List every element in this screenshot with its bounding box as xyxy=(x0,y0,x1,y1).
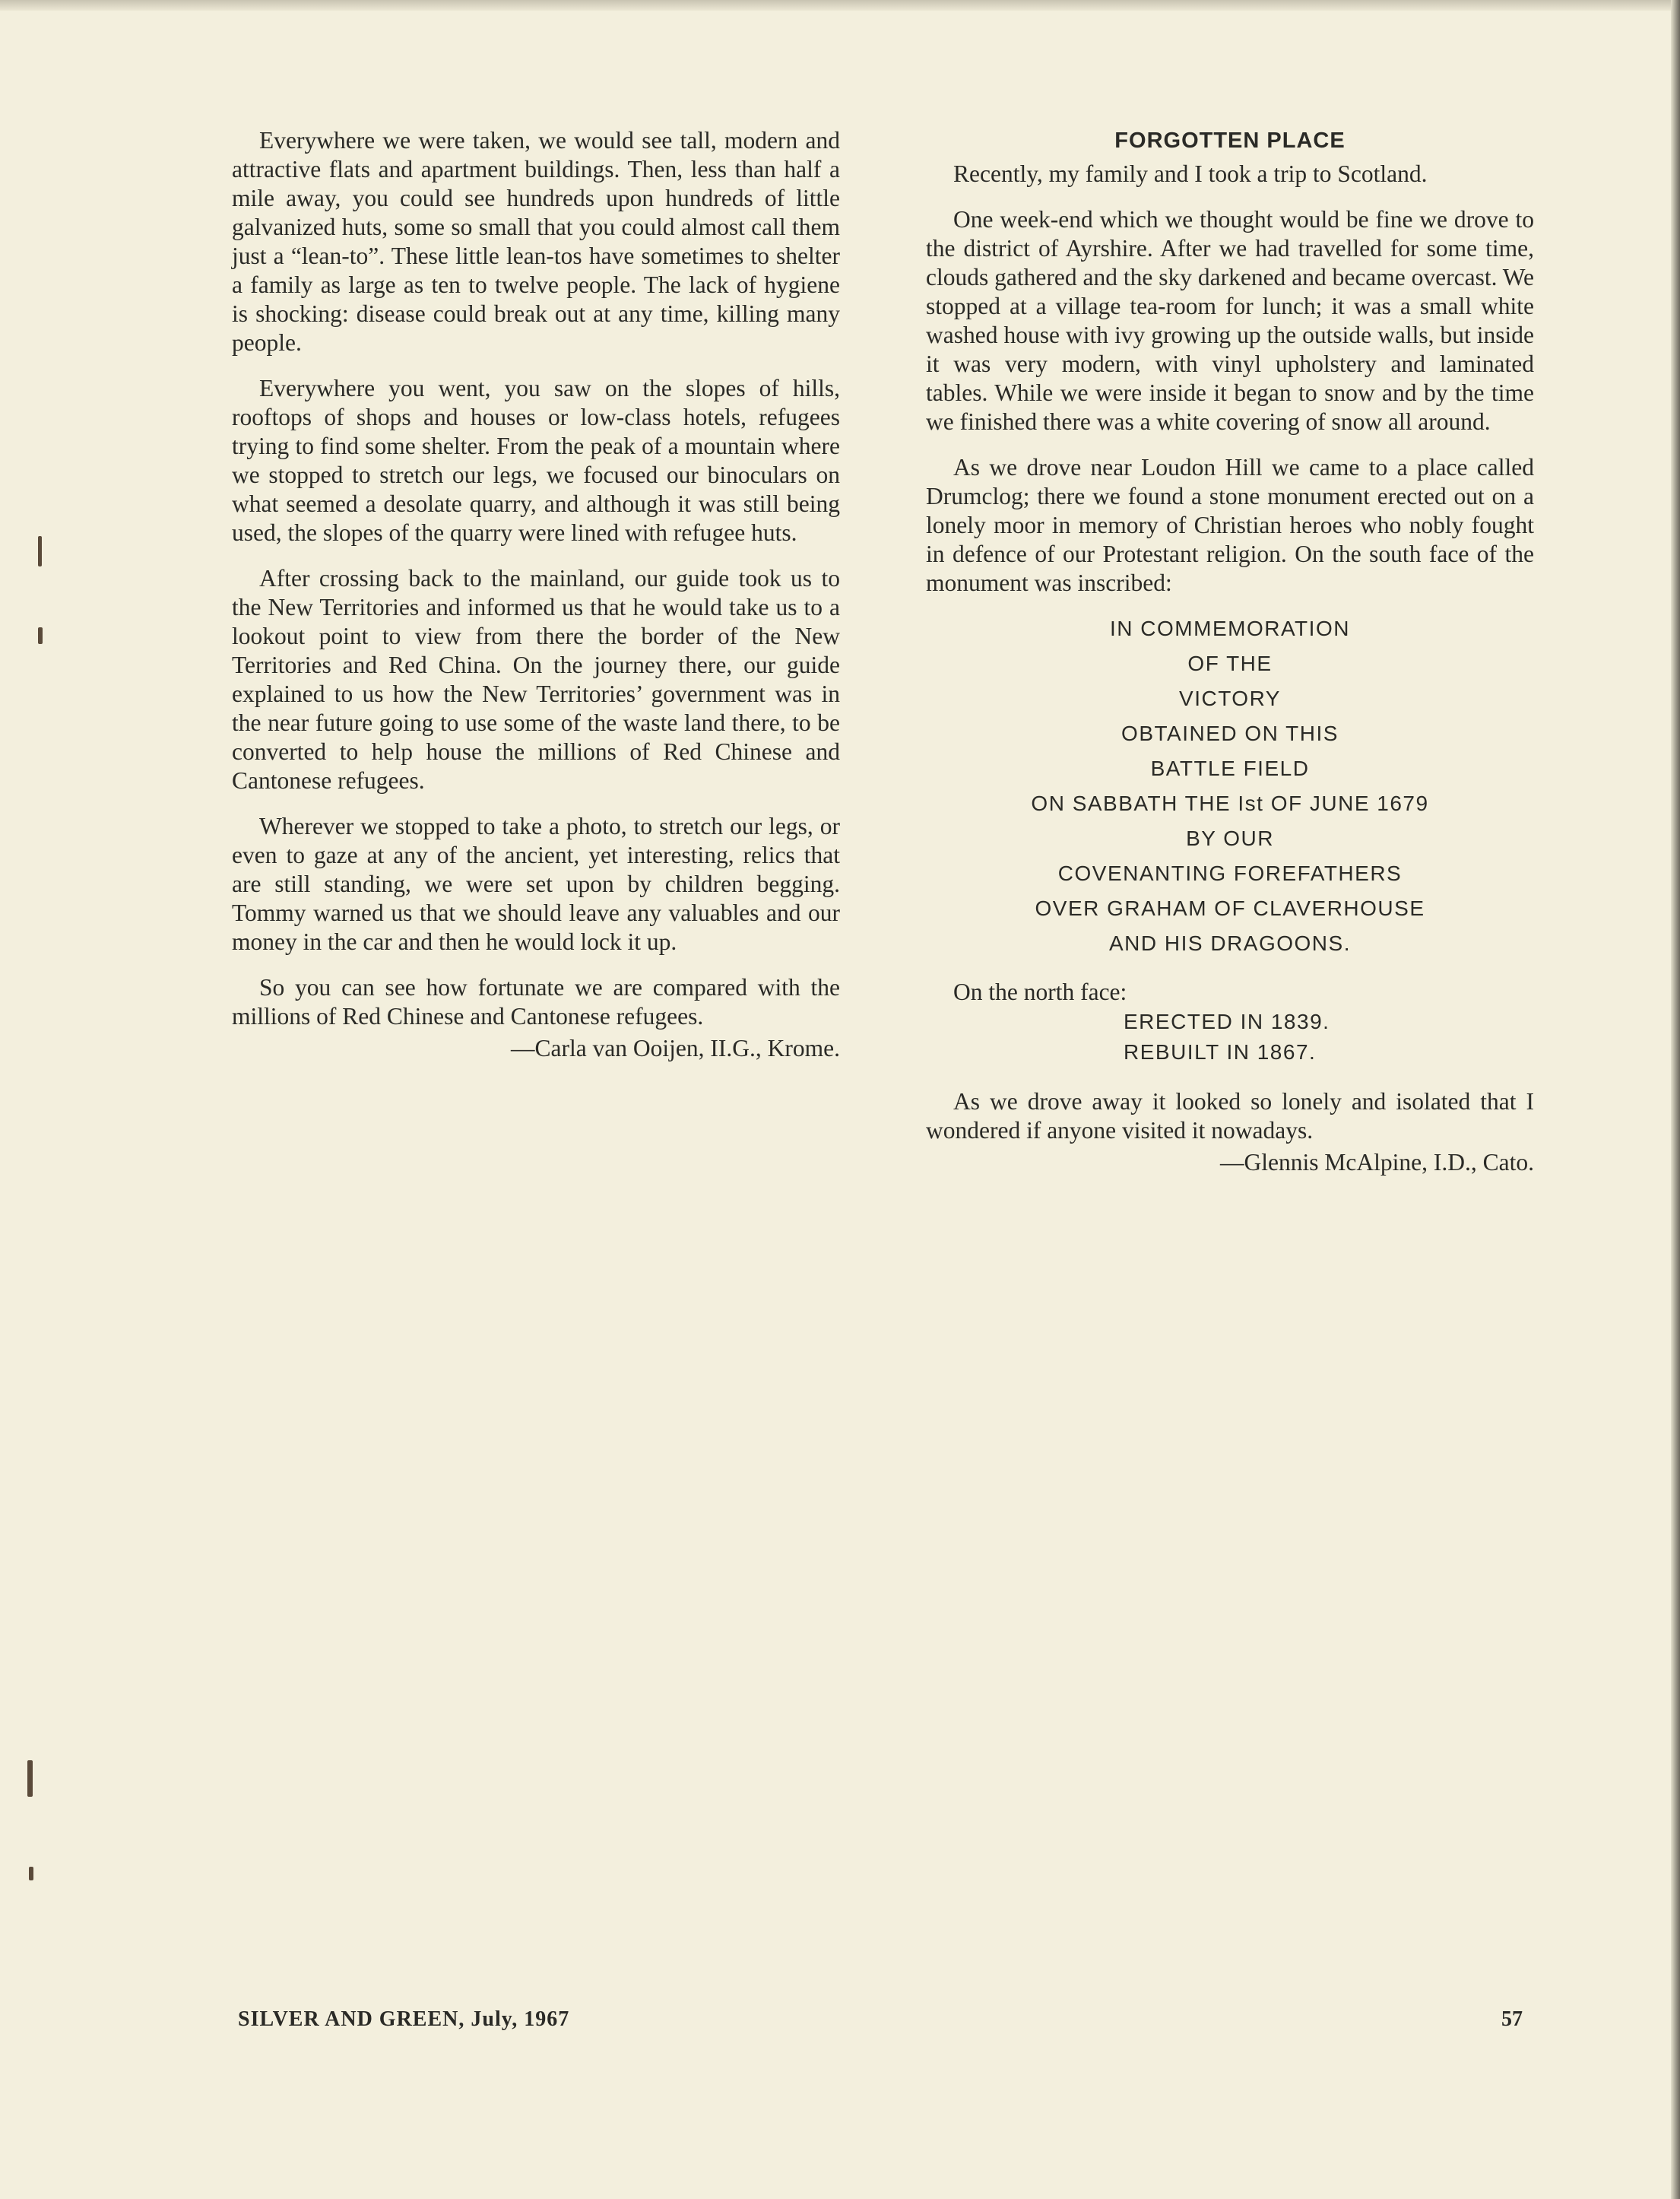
inscription-line: COVENANTING FOREFATHERS xyxy=(1057,862,1403,885)
inscription-line: OBTAINED ON THIS xyxy=(1121,722,1339,745)
inscription-line: OVER GRAHAM OF CLAVERHOUSE xyxy=(1035,896,1425,920)
article-paragraph: Everywhere we were taken, we would see tall, modern and attractive flats and apartment buildings. Then, less than half a mile away, you could see hundreds upon hundreds of little galvanized huts, some so small that you could almost call them just a “lean-to”. These little lean-tos have sometimes to shelter a family as large as ten to twelve people. The lack of hygiene is shocking: disease could break out at any time, killing many people. xyxy=(232,127,840,356)
page-edge-right xyxy=(1671,0,1680,2199)
article-paragraph: After crossing back to the mainland, our guide took us to the New Territories and informed us that he would take us to a lookout point to view from there the border of the New Territories and Red China. On the journey there, our guide explained to us how the New Territories’ government was in the near future going to use some of the waste land there, to be converted to help house the millions of Red Chinese and Cantonese refugees. xyxy=(232,565,840,794)
article-paragraph: As we drove away it looked so lonely and isolated that I wondered if anyone visited it nowadays. xyxy=(926,1088,1534,1144)
margin-speck xyxy=(29,1867,33,1880)
inscription-line: REBUILT IN 1867. xyxy=(1124,1040,1317,1064)
left-column xyxy=(232,126,840,1063)
article-paragraph: Recently, my family and I took a trip to Scotland. xyxy=(953,160,1428,187)
north-face-inscription xyxy=(1124,1007,1534,1068)
article-paragraph: One week-end which we thought would be fine we drove to the district of Ayrshire. After we had travelled for some time, clouds gathered and the sky darkened and became overcast. We stopped at a village tea-room for lunch; it was a small white washed house with ivy growing up the outside walls, but inside it was very modern, with vinyl upholstery and laminated tables. While we were inside it began to snow and by the time we finished there was a white covering of snow all around. xyxy=(926,206,1534,435)
right-column xyxy=(926,126,1534,1177)
margin-speck xyxy=(38,536,42,566)
inscription-line: VICTORY xyxy=(1179,687,1281,710)
inscription-line: ERECTED IN 1839. xyxy=(1124,1010,1330,1033)
inscription-line: BY OUR xyxy=(1186,827,1274,850)
article-heading: FORGOTTEN PLACE xyxy=(1114,129,1346,153)
article-paragraph: Wherever we stopped to take a photo, to stretch our legs, or even to gaze at any of the ancient, yet interesting, relics that are still standing, we were set upon by children begging. Tommy warned us that we should leave any valuables and our money in the car and then he would lock it up. xyxy=(232,813,840,955)
author-signature: —Glennis McAlpine, I.D., Cato. xyxy=(1220,1149,1534,1176)
article-paragraph: So you can see how fortunate we are compared with the millions of Red Chinese and Cantonese refugees. xyxy=(232,974,840,1030)
page-number: 57 xyxy=(1501,2007,1523,2031)
inscription-line: BATTLE FIELD xyxy=(1150,757,1310,780)
inscription-line: IN COMMEMORATION xyxy=(1110,617,1350,640)
inscription-line: ON SABBATH THE Ist OF JUNE 1679 xyxy=(1031,792,1429,815)
publication-footer: SILVER AND GREEN, July, 1967 xyxy=(238,2007,570,2031)
margin-speck xyxy=(38,627,43,644)
margin-speck xyxy=(27,1760,33,1797)
article-paragraph: Everywhere you went, you saw on the slopes of hills, rooftops of shops and houses or low-class hotels, refugees trying to find some shelter. From the peak of a mountain where we stopped to stretch our legs, we focused our binoculars on what seemed a desolate quarry, and although it was still being used, the slopes of the quarry were lined with refugee huts. xyxy=(232,375,840,546)
inscription-line: AND HIS DRAGOONS. xyxy=(1109,931,1351,955)
page-edge-top xyxy=(0,0,1680,11)
inscription-line: OF THE xyxy=(1187,652,1273,675)
monument-inscription xyxy=(926,611,1534,961)
author-signature: —Carla van Ooijen, II.G., Krome. xyxy=(510,1035,840,1061)
north-face-intro: On the north face: xyxy=(953,979,1127,1005)
article-paragraph: As we drove near Loudon Hill we came to a place called Drumclog; there we found a stone monument erected out on a lonely moor in memory of Christian heroes who nobly fought in defence of our Protestant religion. On the south face of the monument was inscribed: xyxy=(926,454,1534,596)
